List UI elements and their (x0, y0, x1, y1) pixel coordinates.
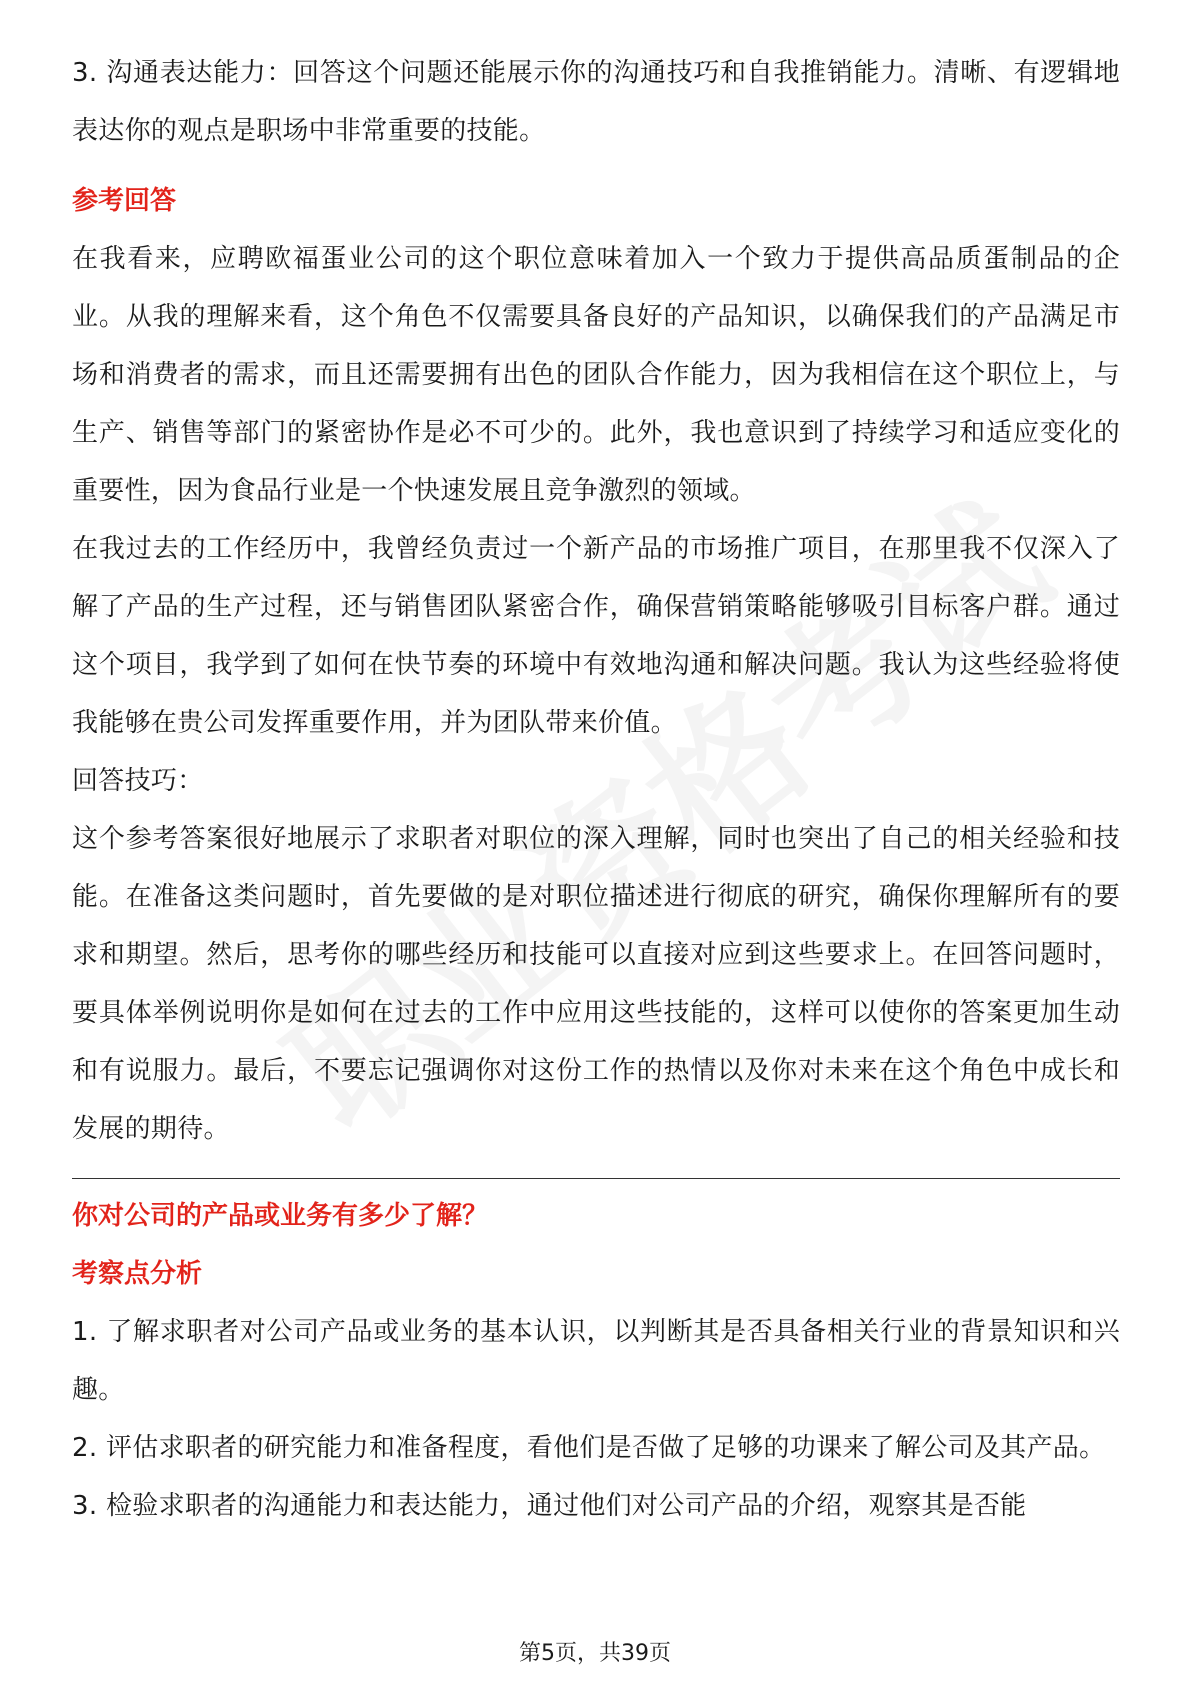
item-3-communication: 3. 沟通表达能力：回答这个问题还能展示你的沟通技巧和自我推销能力。清晰、有逻辑地表达你的观点是职场中非常重要的技能。 (72, 58, 1120, 146)
reference-answer-paragraph-2: 在我过去的工作经历中，我曾经负责过一个新产品的市场推广项目，在那里我不仅深入了解了产品的生产过程，还与销售团队紧密合作，确保营销策略能够吸引目标客户群。通过这个项目，我学到了如何在快节奏的环境中有效地沟通和解决问题。我认为这些经验将使我能够在贵公司发挥重要作用，并为团队带来价值。 (72, 534, 1120, 738)
analysis-item-3: 3. 检验求职者的沟通能力和表达能力，通过他们对公司产品的介绍，观察其是否能 (72, 1491, 1027, 1521)
section-divider (72, 1178, 1120, 1179)
reference-answer-paragraph-1: 在我看来，应聘欧福蛋业公司的这个职位意味着加入一个致力于提供高品质蛋制品的企业。从我的理解来看，这个角色不仅需要具备良好的产品知识，以确保我们的产品满足市场和消费者的需求，而且还需要拥有出色的团队合作能力，因为我相信在这个职位上，与生产、销售等部门的紧密协作是必不可少的。此外，我也意识到了持续学习和适应变化的重要性，因为食品行业是一个快速发展且竞争激烈的领域。 (72, 244, 1120, 506)
document-body (72, 44, 1120, 1535)
analysis-heading: 考察点分析 (72, 1259, 203, 1289)
answer-tips-label: 回答技巧： (72, 766, 204, 796)
analysis-item-2: 2. 评估求职者的研究能力和准备程度，看他们是否做了足够的功课来了解公司及其产品。 (72, 1433, 1106, 1463)
page-number: 第5页，共39页 (519, 1641, 671, 1666)
reference-answer-heading: 参考回答 (72, 186, 177, 216)
answer-tips-paragraph: 这个参考答案很好地展示了求职者对职位的深入理解，同时也突出了自己的相关经验和技能。在准备这类问题时，首先要做的是对职位描述进行彻底的研究，确保你理解所有的要求和期望。然后，思考你的哪些经历和技能可以直接对应到这些要求上。在回答问题时，要具体举例说明你是如何在过去的工作中应用这些技能的，这样可以使你的答案更加生动和有说服力。最后，不要忘记强调你对这份工作的热情以及你对未来在这个角色中成长和发展的期待。 (72, 824, 1120, 1144)
analysis-item-1: 1. 了解求职者对公司产品或业务的基本认识，以判断其是否具备相关行业的背景知识和兴趣。 (72, 1317, 1120, 1405)
question-2-title: 你对公司的产品或业务有多少了解？ (72, 1201, 489, 1231)
